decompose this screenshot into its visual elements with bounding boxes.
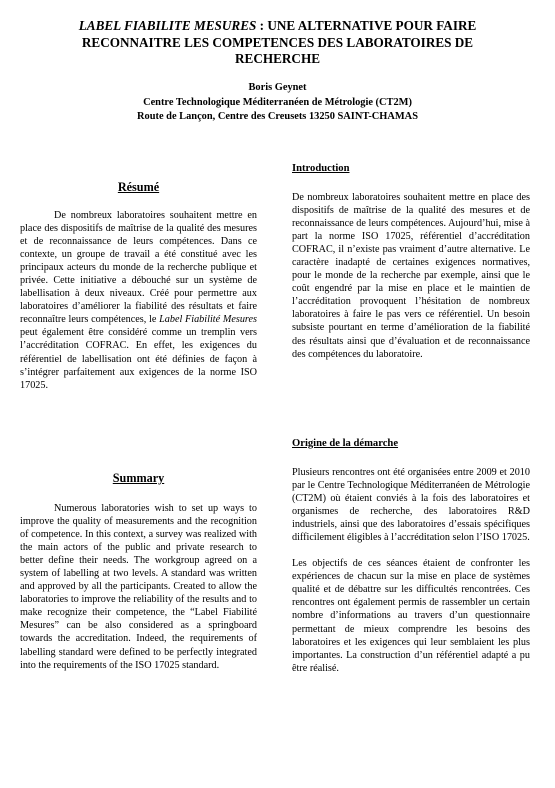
resume-text-end: peut également être considéré comme un tremplin vers l’accréditation COFRAC. En effet, les exigences du référentiel de labellisation ont été définies de façon à s’intégrer parfaitement aux exigences de la norme ISO 17025. — [20, 327, 257, 391]
author-block — [40, 81, 515, 125]
resume-heading: Résumé — [117, 180, 160, 194]
paper-title — [40, 18, 515, 68]
title-rest: : UNE ALTERNATIVE POUR FAIRE RECONNAITRE LES COMPETENCES DES LABORATOIRES DE RECHERCHE — [81, 18, 477, 66]
introduction-section — [292, 191, 530, 361]
title-italic-part: LABEL FIABILITE MESURES — [78, 18, 257, 33]
summary-section — [20, 502, 257, 672]
resume-text — [20, 209, 257, 392]
origine-section — [292, 466, 530, 675]
author-address: Route de Lançon, Centre des Creusets 13250 SAINT-CHAMAS — [137, 111, 418, 122]
introduction-heading: Introduction — [292, 163, 350, 174]
resume-label-name: Label Fiabilité Mesures — [159, 314, 258, 326]
resume-text-start: De nombreux laboratoires souhaitent mettre en place des dispositifs de maîtrise de la qualité des mesures et de reconnaissance de leurs compétences. Dans ce contexte, un groupe de travail a été constitué avec les principaux acteurs du monde de la recherche publique et privée. Cette initiative a débouché sur un système de labellisation à deux niveaux. Créé pour permettre aux laboratoires d’améliorer la fiabilité des résultats et faire reconnaître leurs compétences, le — [20, 210, 257, 326]
author-name: Boris Geynet — [248, 82, 307, 93]
author-institution: Centre Technologique Méditerranéen de Métrologie (CT2M) — [143, 96, 412, 108]
introduction-text: De nombreux laboratoires souhaitent mettre en place des dispositifs de maîtrise de la qualité des mesures et de reconnaissance de leurs compétences. Aujourd’hui, mise à part la norme ISO 17025, référentiel d’accréditation COFRAC, il n’existe pas vraiment d’autre alternative. Le caractère inadapté de certaines exigences normatives, pour le monde de la recherche par exemple, ainsi que le coût engendré par la mise en place et le maintien de l’accréditation provoquent l’hésitation de nombreux laboratoires à faire le pas vers ce référentiel. Un besoin subsiste pourtant en terme d’amélioration de la fiabilité des résultats ainsi que d’évaluation et de reconnaissance des compétences du laboratoire. — [292, 192, 530, 360]
summary-text: Numerous laboratories wish to set up ways to improve the quality of measurements and the recognition of competence. In this context, a survey was realized with the main actors of the public and private research to better define their needs. The workgroup agreed on a system of labelling at two levels. A standard was written and approved by all the participants. Created to allow the laboratories to improve the reliability of the results and to make recognize their competence, the “Label Fiabilité Mesures” can be also considered as a springboard towards the accreditation. Indeed, the requirements of labelling standard were defined to be perfectly integrated into the requirements of the ISO 17025 standard. — [20, 503, 257, 671]
origine-heading: Origine de la démarche — [292, 438, 399, 449]
summary-heading: Summary — [112, 471, 165, 485]
resume-section — [20, 209, 257, 392]
origine-paragraph-2: Les objectifs de ces séances étaient de confronter les expériences de chacun sur la mise en place de systèmes qualité et de débattre sur les difficultés rencontrées. Ces rencontres ont également permis de rassembler un certain nombre d’informations au travers d’un questionnaire permettant de mieux comprendre les besoins des laboratoires et les exigences qui leur semblaient les plus importantes. La construction d’un référentiel adapté a pu être réalisé. — [292, 558, 530, 674]
origine-paragraph-1: Plusieurs rencontres ont été organisées entre 2009 et 2010 par le Centre Technologique Méditerranéen de Métrologie (CT2M) où étaient conviés à la fois des laboratoires et organismes de recherche, des laboratoires R&D industriels, ainsi que des laboratoires d’essais spécifiques difficilement éligibles à l’accréditation selon l’ISO 17025. — [292, 467, 530, 544]
